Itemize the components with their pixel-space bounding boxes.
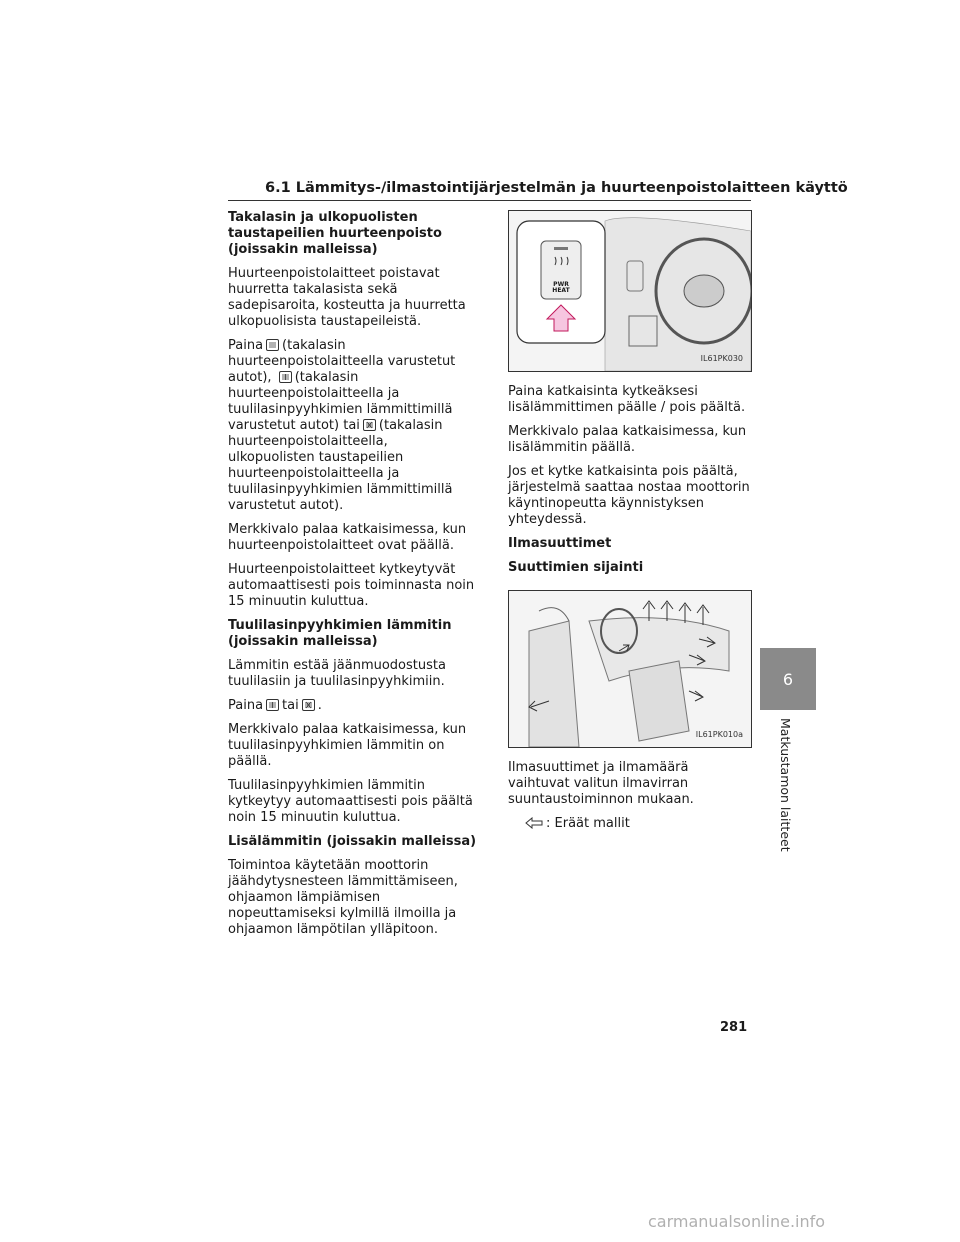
- paragraph-press-instructions: [228, 338, 478, 514]
- heading-air-vents: Ilmasuuttimet: [508, 536, 612, 551]
- pwr-heat-button-label: PWR HEAT: [552, 281, 570, 294]
- text-or: tai: [282, 698, 299, 713]
- text-press: Paina: [228, 698, 264, 713]
- legend-some-models: [508, 816, 753, 832]
- text-period: .: [317, 698, 322, 713]
- paragraph-wiper-heater-description: Lämmitin estää jäänmuodostusta tuulilasiin ja tuulilasinpyyhkimiin.: [228, 658, 446, 689]
- figure-code: IL61PK030: [700, 354, 743, 363]
- watermark: carmanualsonline.info: [648, 1212, 826, 1231]
- chapter-label: [760, 718, 816, 858]
- page-header-title: 6.1 Lämmitys-/ilmastointijärjestelmän ja huurteenpoistolaitteen käyttö: [265, 180, 848, 196]
- header-divider: [228, 200, 751, 201]
- figure-air-vent-locations: [508, 590, 752, 748]
- left-column: [228, 210, 478, 946]
- heading-wiper-heater: Tuulilasinpyyhkimien lämmitin (joissakin malleissa): [228, 618, 452, 649]
- paragraph-auxiliary-heater: Toimintoa käytetään moottorin jäähdytysnesteen lämmittämiseen, ohjaamon lämpiämisen nopeuttamiseksi kylmillä ilmoilla ja ohjaamon lämpötilan ylläpitoon.: [228, 858, 458, 937]
- paragraph-press-switch: Paina katkaisinta kytkeäksesi lisälämmittimen päälle / pois päältä.: [508, 384, 746, 415]
- heading-auxiliary-heater: Lisälämmitin (joissakin malleissa): [228, 834, 477, 849]
- dashboard-illustration: [509, 211, 751, 371]
- text-rear-only: (takalasin huurteenpoistolaitteella varustetut autot),: [228, 338, 456, 385]
- text-rear-and-wiper: (takalasin huurteenpoistolaitteella ja tuulilasinpyyhkimien lämmittimillä varustetut autot) tai: [228, 370, 453, 433]
- figure-pwr-heat-switch: [508, 210, 752, 372]
- cabin-illustration: [509, 591, 751, 747]
- wiper-heater-icon: [266, 699, 279, 711]
- figure-code: IL61PK010a: [695, 730, 743, 739]
- paragraph-aux-indicator: Merkkivalo palaa katkaisimessa, kun lisälämmitin päällä.: [508, 424, 747, 455]
- paragraph-engine-speed: Jos et kytke katkaisinta pois päältä, järjestelmä saattaa nostaa moottorin käyntinopeutta käynnistyksen yhteydessä.: [508, 464, 750, 527]
- heading-vent-locations: Suuttimien sijainti: [508, 560, 644, 575]
- text-press: Paina: [228, 338, 264, 353]
- paragraph-wiper-auto-off: Tuulilasinpyyhkimien lämmitin kytkeytyy automaattisesti pois päältä noin 15 minuutin kuluttua.: [228, 778, 473, 825]
- heading-rear-defogger: Takalasin ja ulkopuolisten taustapeilien huurteenpoisto (joissakin malleissa): [228, 210, 442, 257]
- rear-wiper-defogger-icon: [279, 371, 292, 383]
- arrow-left-icon: [525, 817, 543, 829]
- page-number: 281: [720, 1020, 748, 1035]
- paragraph-vent-description: Ilmasuuttimet ja ilmamäärä vaihtuvat valitun ilmavirran suuntaustoiminnon mukaan.: [508, 760, 694, 807]
- paragraph-wiper-indicator: Merkkivalo palaa katkaisimessa, kun tuulilasinpyyhkimien lämmitin on päällä.: [228, 722, 467, 769]
- legend-text: : Eräät mallit: [546, 816, 630, 831]
- rear-defogger-icon: [266, 339, 279, 351]
- paragraph-wiper-press: [228, 698, 478, 714]
- paragraph-auto-off: Huurteenpoistolaitteet kytkeytyvät automaattisesti pois toiminnasta noin 15 minuutin kuluttua.: [228, 562, 475, 609]
- paragraph-indicator: Merkkivalo palaa katkaisimessa, kun huurteenpoistolaitteet ovat päällä.: [228, 522, 467, 553]
- paragraph-defogger-description: Huurteenpoistolaitteet poistavat huurretta takalasista sekä sadepisaroita, kosteutta ja huurretta ulkopuolisista taustapeileistä.: [228, 266, 466, 329]
- full-defogger-icon: [363, 419, 376, 431]
- chapter-label-text: Matkustamon laitteet: [778, 718, 793, 852]
- text-full-equipment: (takalasin huurteenpoistolaitteella, ulkopuolisten taustapeilien huurteenpoistolaitteella ja tuulilasinpyyhkimien lämmittimillä varustetut autot).: [228, 418, 453, 513]
- wiper-heater-alt-icon: [302, 699, 315, 711]
- right-column: [508, 210, 753, 840]
- chapter-tab: 6: [760, 648, 816, 710]
